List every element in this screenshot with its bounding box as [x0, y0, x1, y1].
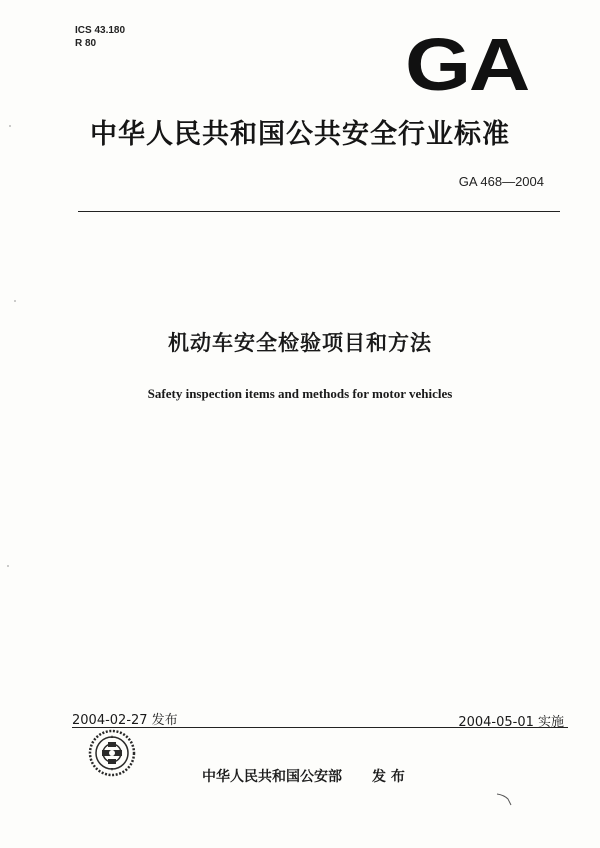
- document-title-english: Safety inspection items and methods for motor vehicles: [147, 386, 453, 401]
- scan-speck: [14, 300, 16, 302]
- issue-date: 2004-02-27 发布: [72, 713, 178, 728]
- header-divider: [78, 211, 560, 212]
- national-emblem-seal-icon: [88, 729, 136, 777]
- publisher-action: 发 布: [372, 769, 405, 785]
- ics-code: ICS 43.180: [75, 25, 126, 36]
- document-title-chinese: 机动车安全检验项目和方法: [168, 331, 432, 355]
- classification-codes: [75, 24, 125, 50]
- implementation-date: 2004-05-01 实施: [458, 715, 564, 730]
- publisher-name: 中华人民共和国公安部: [202, 769, 342, 785]
- ccs-code: R 80: [75, 38, 97, 49]
- ga-logo: GA: [405, 23, 529, 106]
- scan-speck: [7, 565, 9, 567]
- scan-mark: [496, 792, 516, 806]
- standard-number: GA 468—2004: [458, 174, 544, 189]
- footer-divider: [72, 727, 568, 728]
- scan-speck: [9, 125, 11, 127]
- publisher: [202, 766, 405, 786]
- standard-category-title: 中华人民共和国公共安全行业标准: [90, 119, 510, 150]
